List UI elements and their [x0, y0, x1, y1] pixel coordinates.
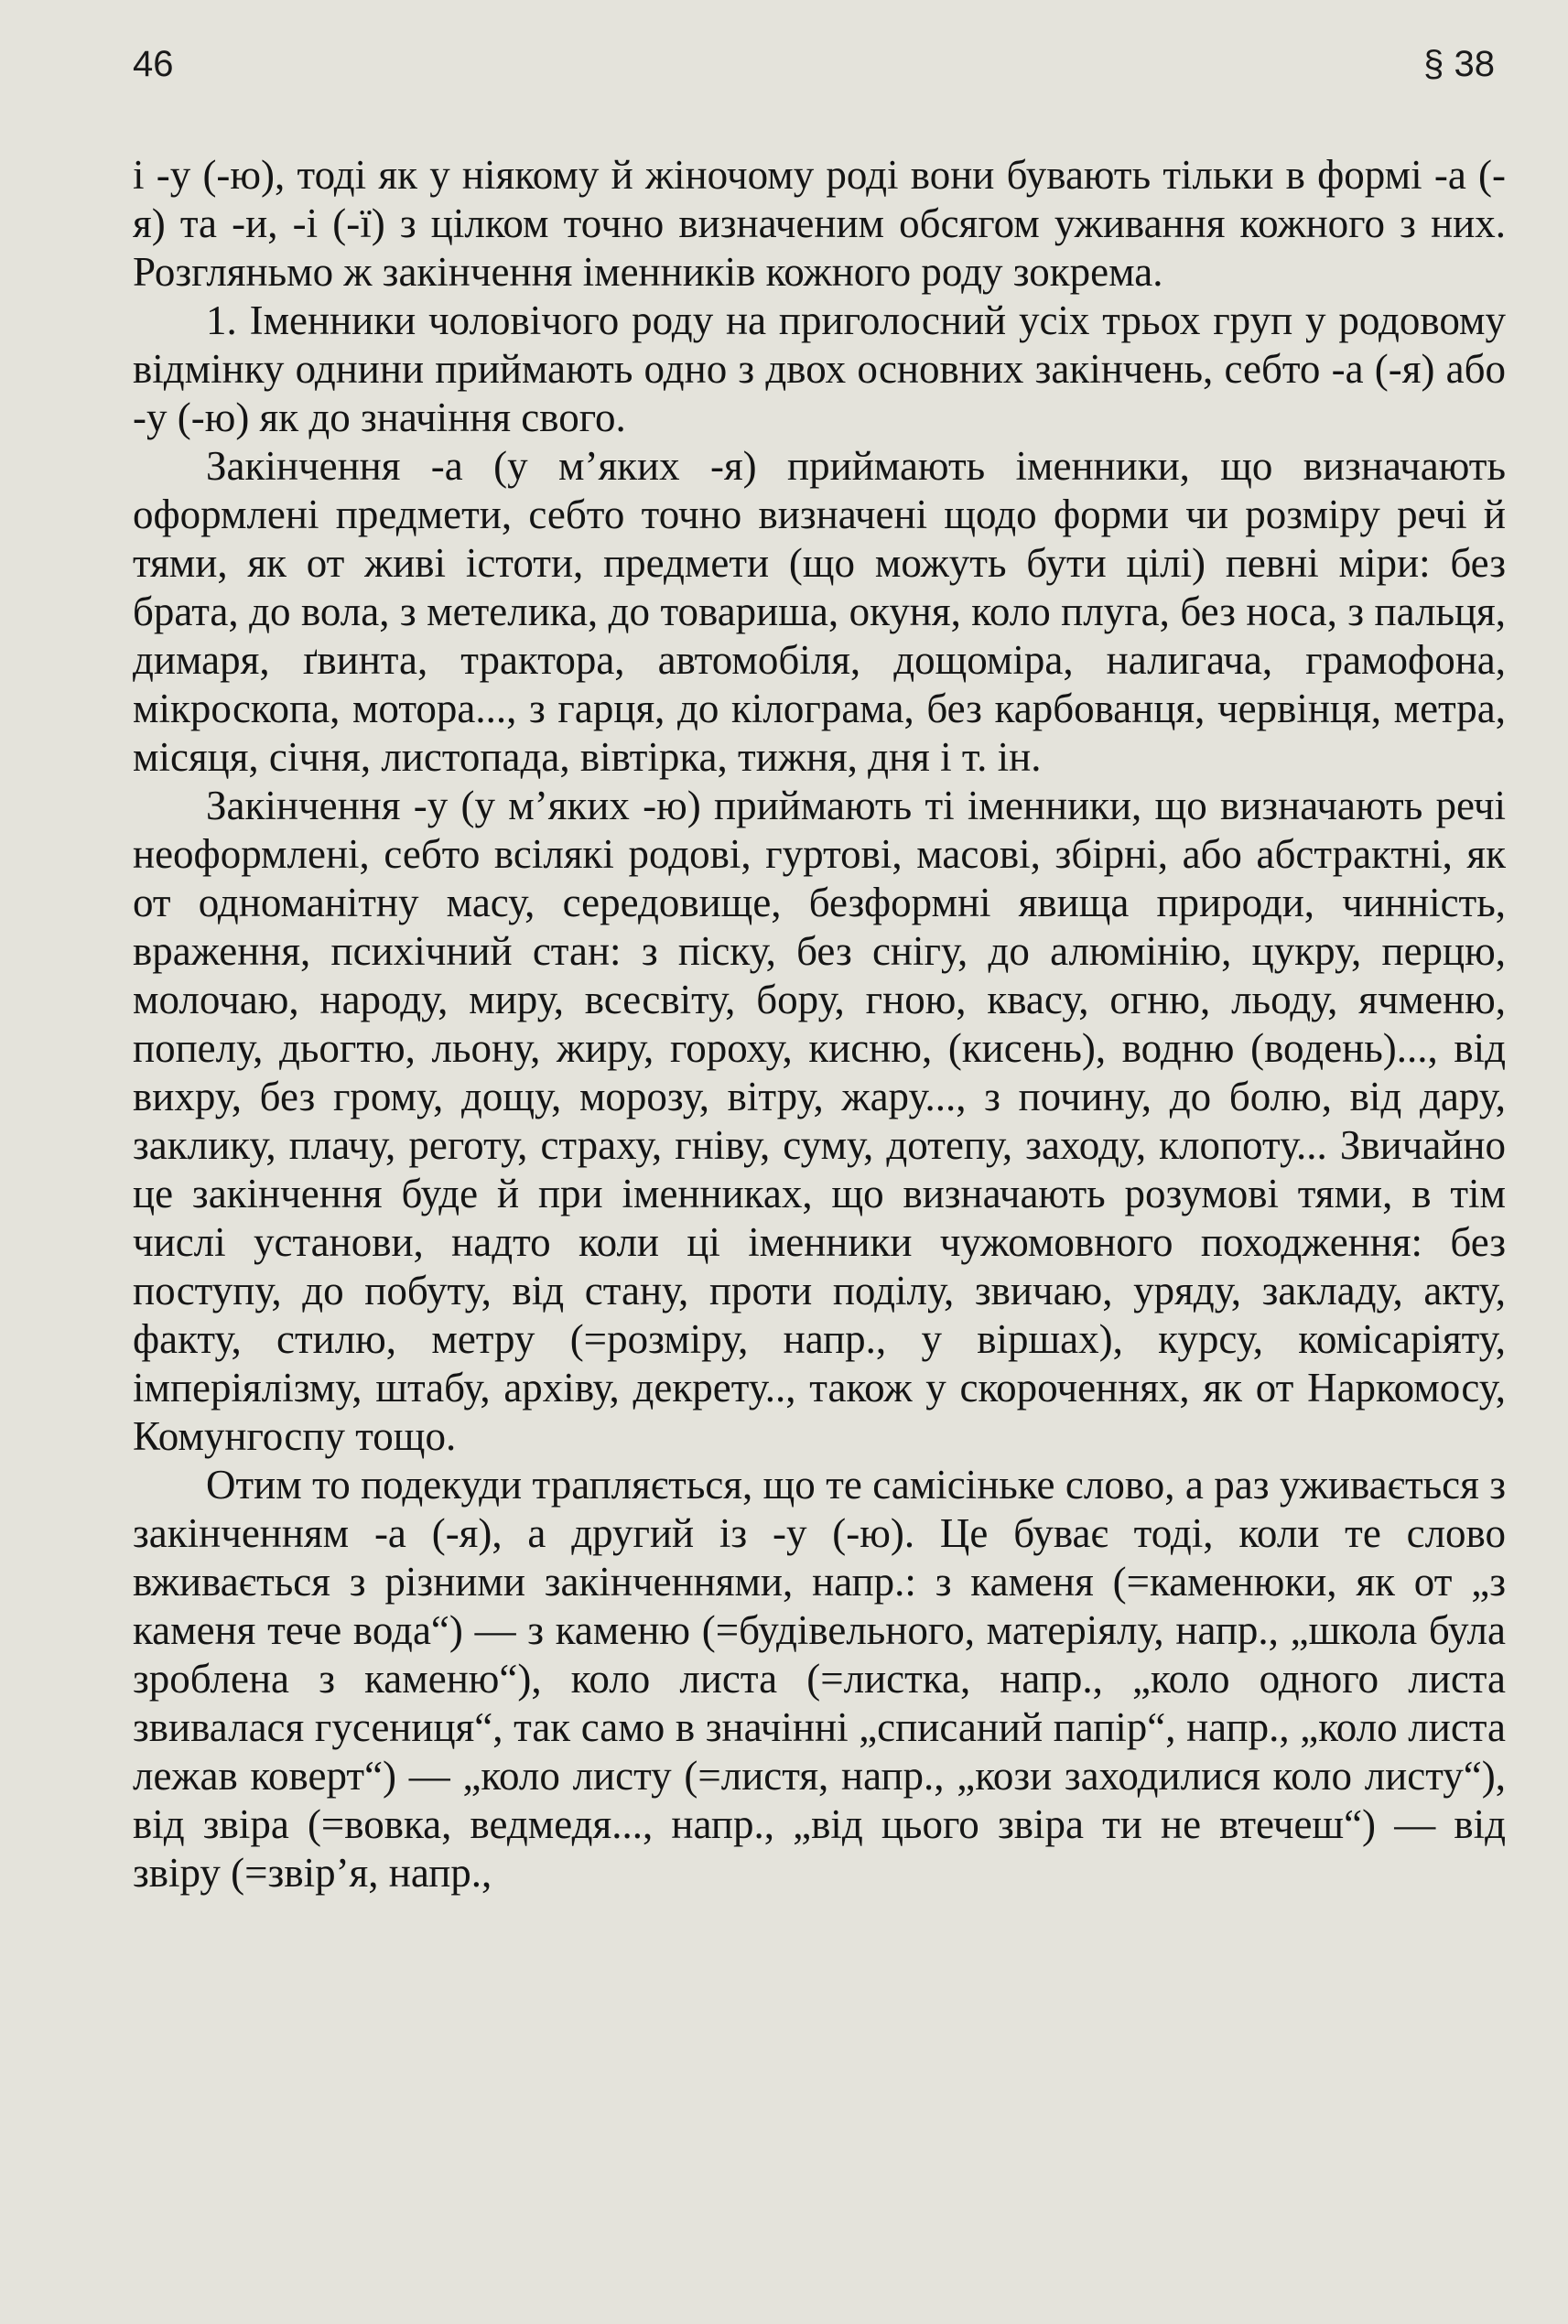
paragraph-2: 1. Іменники чоловічого роду на приголосний усіх трьох груп у родовому відмінку однини приймають одно з двох основних закінчень, себто -а (-я) або -у (-ю) як до значіння свого.: [133, 297, 1506, 440]
paragraph-4: Закінчення -у (у м’яких -ю) приймають ті іменники, що визначають речі неоформлені, себто всілякі родові, гуртові, масові, збірні, або абстрактні, як от одноманітну масу, середовище, безформні явища природи, чинність, враження, психічний стан: з піску, без снігу, до алюмінію, цукру, перцю, молочаю, народу, миру, всесвіту, бору, гною, квасу, огню, льоду, ячменю, попелу, дьогтю, льону, жиру, гороху, кисню, (кисень), водню (водень)..., від вихру, без грому, дощу, морозу, вітру, жару..., з почину, до болю, від дару, заклику, плачу, реготу, страху, гніву, суму, дотепу, заходу, клопоту... Звичайно це закінчення буде й при іменниках, що визначають розумові тями, в тім числі установи, надто коли ці іменники чужомовного походження: без поступу, до побуту, від стану, проти поділу, звичаю, уряду, закладу, акту, факту, стилю, метру (=розміру, напр., у віршах), курсу, комісаріяту, імперіялізму, штабу, архіву, декрету.., також у скороченнях, як от Наркомосу, Комунгоспу тощо.: [133, 783, 1506, 1459]
page-header: [133, 44, 1495, 85]
paragraph-5: Отим то подекуди трапляється, що те самісіньке слово, а раз уживається з закінченням -а (-я), а другий із -у (-ю). Це буває тоді, коли те слово вживається з різними закінченнями, напр.: з каменя (=каменюки, як от „з каменя тече вода“) — з каменю (=будівельного, матеріялу, напр., „школа була зроблена з каменю“), коло листа (=листка, напр., „коло одного листа звивалася гусениця“, так само в значінні „списаний папір“, напр., „коло листа лежав коверт“) — „коло листу (=листя, напр., „кози заходилися коло листу“), від звіра (=вовка, ведмедя..., напр., „від цього звіра ти не втечеш“) — від звіру (=звір’я, напр.,: [133, 1462, 1506, 1896]
paragraph-1: і -у (-ю), тоді як у ніякому й жіночому роді вони бувають тільки в формі -а (-я) та -и, -і (-ї) з цілком точно визначеним обсягом уживання кожного з них. Розгляньмо ж закінчення іменників кожного роду зокрема.: [133, 152, 1506, 295]
paragraph-3: Закінчення -а (у м’яких -я) приймають іменники, що визначають оформлені предмети, себто точно визначені щодо форми чи розміру речі й тями, як от живі істоти, предмети (що можуть бути цілі) певні міри: без брата, до вола, з метелика, до товариша, окуня, коло плуга, без носа, з пальця, димаря, ґвинта, трактора, автомобіля, дощоміра, налигача, грамофона, мікроскопа, мотора..., з гарця, до кілограма, без карбованця, червінця, метра, місяця, січня, листопада, вівтірка, тижня, дня і т. ін.: [133, 443, 1506, 780]
section-number: § 38: [1423, 44, 1495, 84]
page-number: 46: [133, 44, 174, 84]
body-text: [133, 151, 1506, 1897]
